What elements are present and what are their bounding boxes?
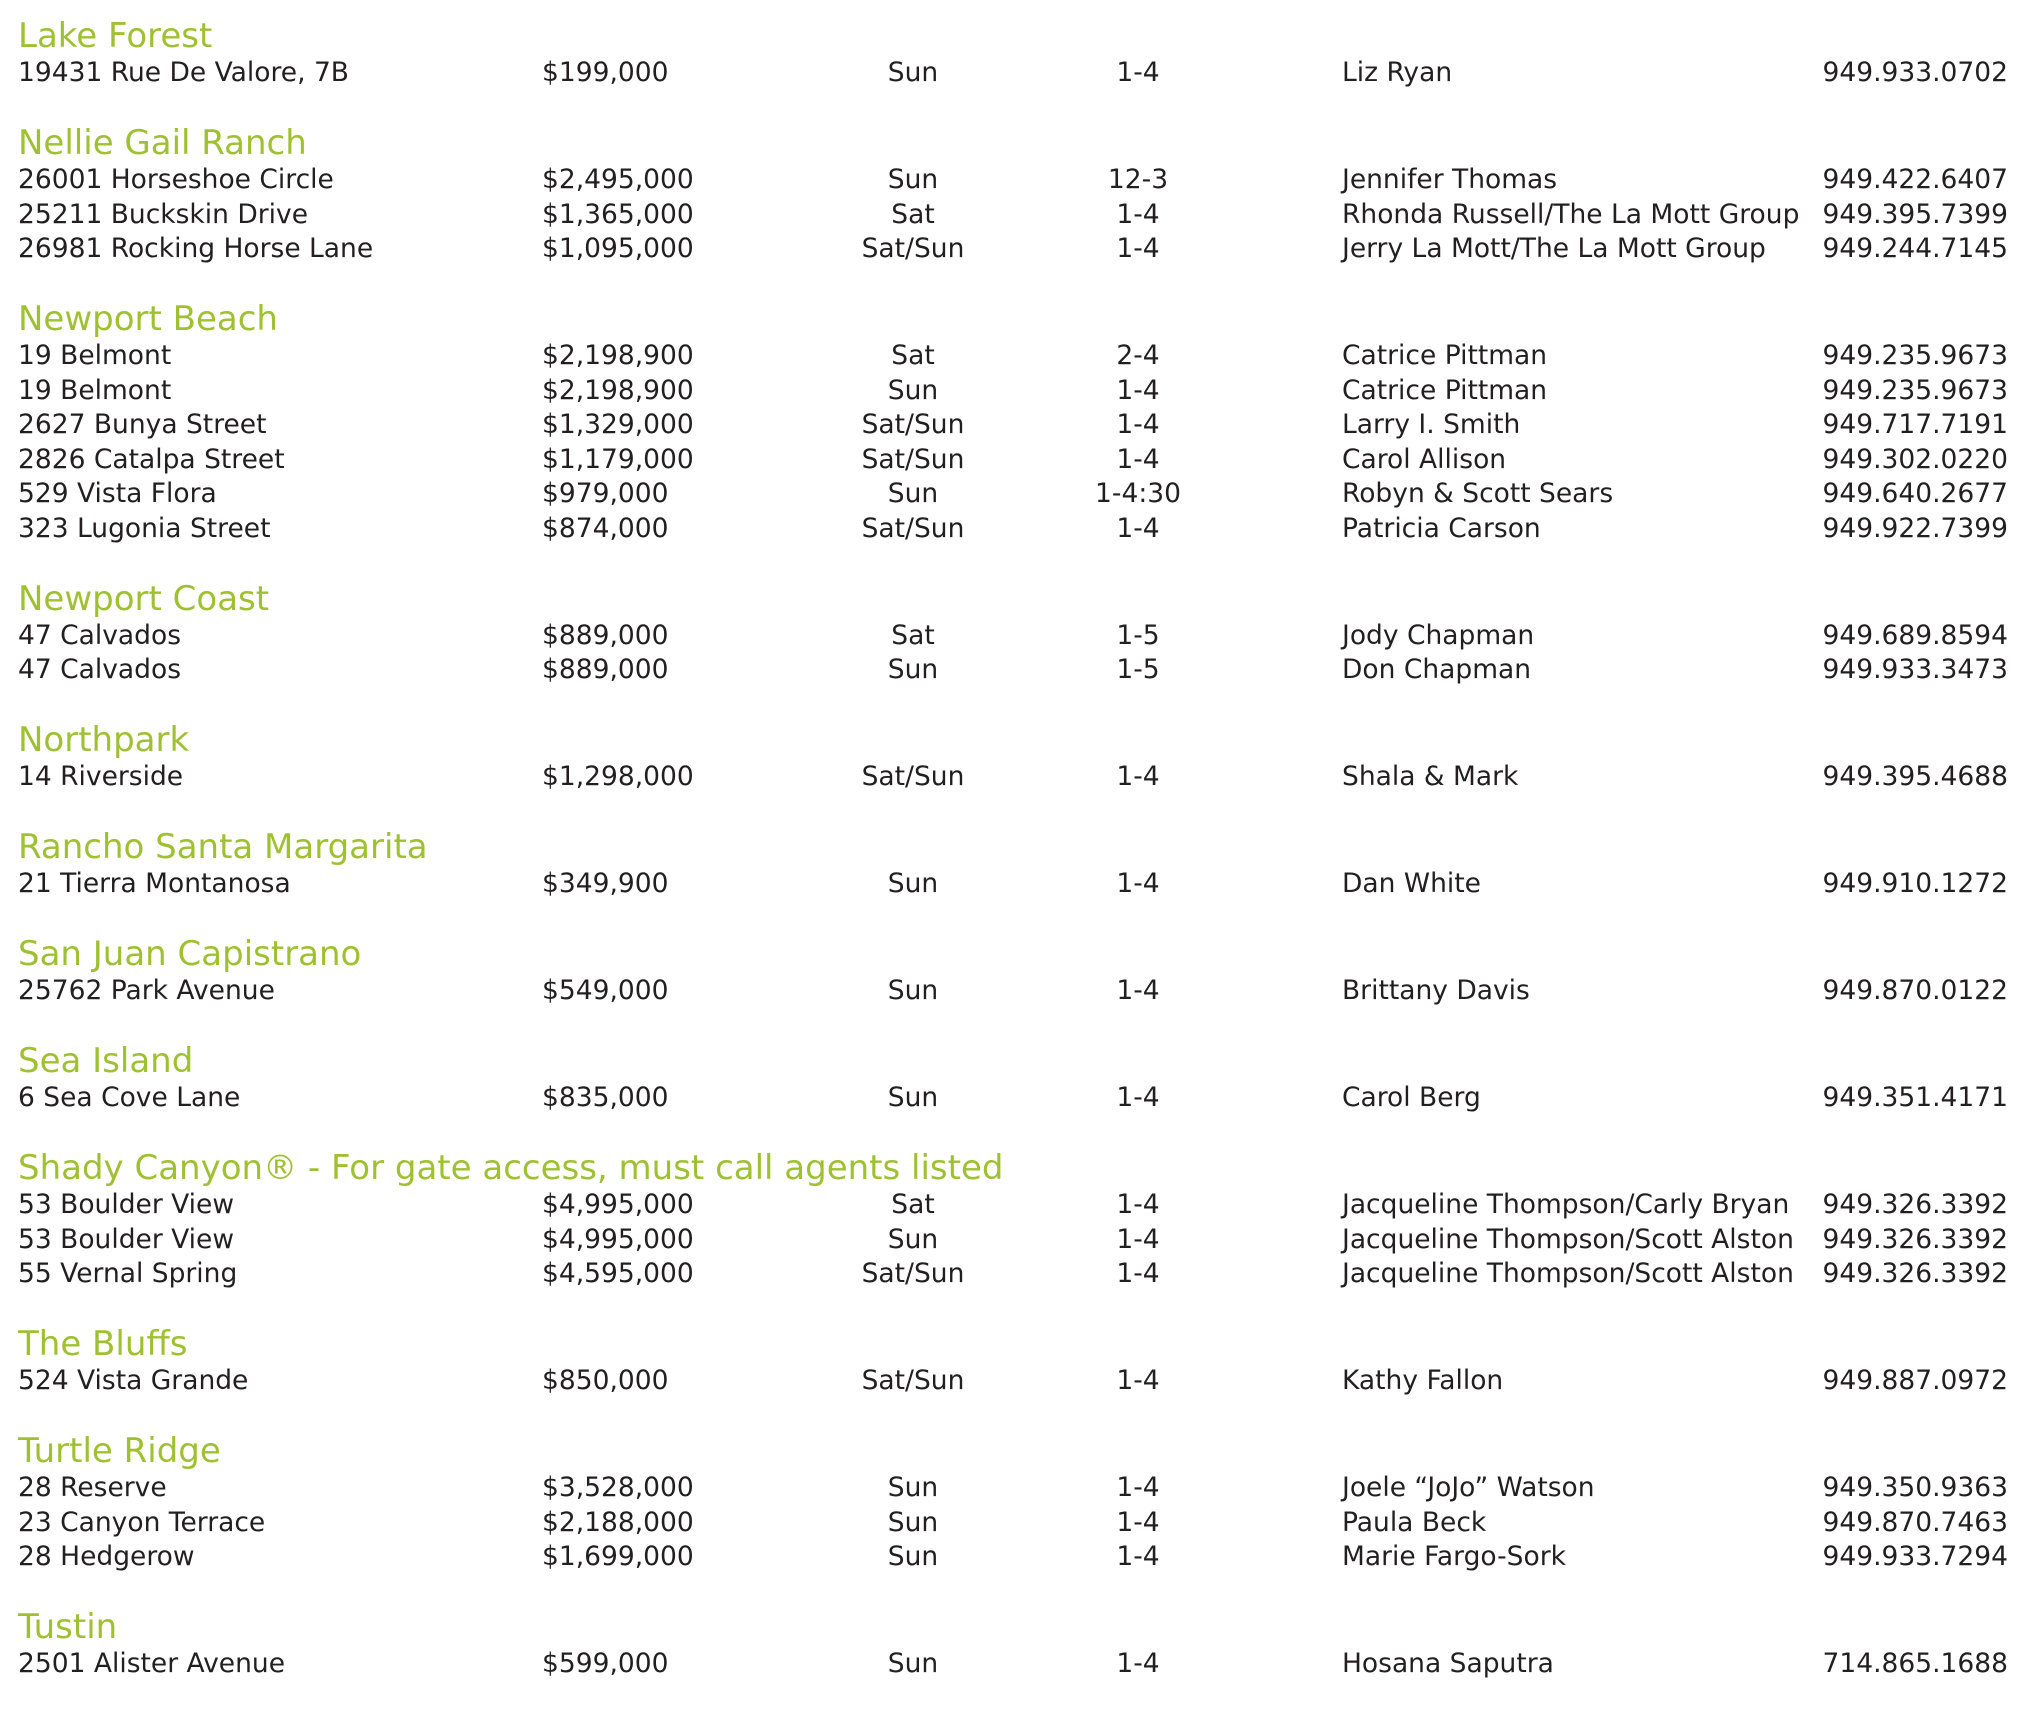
- agent-cell: Jacqueline Thompson/Carly Bryan: [1342, 1189, 1790, 1220]
- listing-row: [18, 653, 2008, 688]
- day-cell: Sun: [887, 374, 939, 406]
- day-cell: Sat/Sun: [861, 761, 965, 792]
- day-cell: Sun: [887, 1223, 939, 1255]
- time-cell: 1-4: [1116, 1258, 1160, 1289]
- agent-cell: Liz Ryan: [1342, 57, 1453, 88]
- price-cell: $835,000: [542, 1082, 669, 1113]
- phone-cell: 949.910.1272: [1822, 868, 2008, 899]
- listing-row: [18, 1506, 2008, 1541]
- time-cell: 1-5: [1116, 619, 1160, 651]
- price-cell: $4,995,000: [542, 1223, 694, 1255]
- listing-row: [18, 477, 2008, 512]
- address-cell: 28 Reserve: [18, 1472, 167, 1503]
- listing-row: [18, 1647, 2008, 1682]
- time-cell: 1-4: [1116, 761, 1160, 792]
- phone-cell: 949.922.7399: [1822, 512, 2008, 544]
- phone-cell: 949.933.7294: [1822, 1541, 2008, 1572]
- price-cell: $874,000: [542, 512, 669, 544]
- agent-cell: Jacqueline Thompson/Scott Alston: [1342, 1258, 1794, 1289]
- phone-cell: 949.717.7191: [1822, 409, 2008, 440]
- price-cell: $1,298,000: [542, 761, 694, 792]
- price-cell: $2,188,000: [542, 1506, 694, 1538]
- agent-cell: Paula Beck: [1342, 1506, 1487, 1538]
- area-section: [18, 1431, 2008, 1575]
- area-title: Sea Island: [18, 1041, 194, 1081]
- listing-row: [18, 1364, 2008, 1399]
- phone-cell: 949.326.3392: [1822, 1189, 2008, 1220]
- listing-row: [18, 339, 2008, 374]
- phone-cell: 714.865.1688: [1822, 1648, 2008, 1679]
- address-cell: 53 Boulder View: [18, 1189, 235, 1220]
- area-section: [18, 579, 2008, 688]
- listing-row: [18, 408, 2008, 443]
- address-cell: 19431 Rue De Valore, 7B: [18, 57, 349, 88]
- agent-cell: Joele “JoJo” Watson: [1342, 1472, 1595, 1503]
- day-cell: Sun: [887, 975, 939, 1006]
- agent-cell: Robyn & Scott Sears: [1342, 478, 1614, 509]
- time-cell: 1-4: [1116, 1472, 1160, 1503]
- phone-cell: 949.395.4688: [1822, 761, 2008, 792]
- day-cell: Sun: [887, 1541, 939, 1572]
- time-cell: 1-4: [1116, 233, 1160, 264]
- price-cell: $979,000: [542, 478, 669, 509]
- phone-cell: 949.933.3473: [1822, 654, 2008, 685]
- day-cell: Sun: [887, 1082, 939, 1113]
- day-cell: Sun: [887, 868, 939, 899]
- agent-cell: Carol Berg: [1342, 1082, 1481, 1113]
- listing-row: [18, 760, 2008, 795]
- phone-cell: 949.244.7145: [1822, 233, 2008, 264]
- listing-row: [18, 1471, 2008, 1506]
- day-cell: Sat: [891, 198, 935, 230]
- time-cell: 1-4: [1116, 409, 1160, 440]
- area-section: [18, 1148, 2008, 1292]
- address-cell: 28 Hedgerow: [18, 1541, 195, 1572]
- phone-cell: 949.933.0702: [1822, 57, 2008, 88]
- day-cell: Sat/Sun: [861, 1258, 965, 1289]
- address-cell: 529 Vista Flora: [18, 478, 217, 509]
- day-cell: Sat: [891, 619, 935, 651]
- phone-cell: 949.870.7463: [1822, 1506, 2008, 1538]
- agent-cell: Marie Fargo-Sork: [1342, 1541, 1566, 1572]
- area-title: Newport Coast: [18, 578, 270, 619]
- address-cell: 25211 Buckskin Drive: [18, 198, 308, 230]
- day-cell: Sat/Sun: [861, 1365, 965, 1396]
- listing-row: [18, 443, 2008, 478]
- price-cell: $4,595,000: [542, 1258, 694, 1289]
- time-cell: 1-4: [1116, 975, 1160, 1006]
- time-cell: 1-4: [1116, 1506, 1160, 1538]
- area-title: Tustin: [18, 1607, 118, 1647]
- time-cell: 1-4: [1116, 868, 1160, 899]
- address-cell: 14 Riverside: [18, 761, 184, 792]
- time-cell: 12-3: [1107, 164, 1169, 195]
- day-cell: Sat: [891, 1189, 935, 1220]
- time-cell: 1-5: [1116, 654, 1160, 685]
- area-title: San Juan Capistrano: [18, 934, 362, 974]
- price-cell: $889,000: [542, 654, 669, 685]
- price-cell: $4,995,000: [542, 1189, 694, 1220]
- phone-cell: 949.235.9673: [1822, 340, 2008, 371]
- area-section: [18, 720, 2008, 795]
- agent-cell: Brittany Davis: [1342, 975, 1530, 1006]
- address-cell: 21 Tierra Montanosa: [18, 868, 291, 899]
- listing-row: [18, 1188, 2008, 1223]
- area-section: [18, 827, 2008, 902]
- day-cell: Sun: [887, 1472, 939, 1503]
- area-title: Nellie Gail Ranch: [18, 123, 307, 163]
- open-house-listing: [18, 16, 2008, 1714]
- area-title: Turtle Ridge: [18, 1431, 221, 1471]
- listing-row: [18, 232, 2008, 267]
- agent-cell: Catrice Pittman: [1342, 340, 1548, 371]
- day-cell: Sun: [887, 654, 939, 685]
- price-cell: $2,495,000: [542, 164, 694, 195]
- phone-cell: 949.235.9673: [1822, 374, 2008, 406]
- time-cell: 1-4: [1116, 1082, 1160, 1113]
- time-cell: 1-4:30: [1095, 478, 1181, 509]
- listing-row: [18, 512, 2008, 547]
- phone-cell: 949.870.0122: [1822, 975, 2008, 1006]
- price-cell: $1,095,000: [542, 233, 694, 264]
- agent-cell: Larry I. Smith: [1342, 409, 1521, 440]
- price-cell: $2,198,900: [542, 340, 694, 371]
- price-cell: $1,329,000: [542, 409, 694, 440]
- price-cell: $549,000: [542, 975, 669, 1006]
- address-cell: 2826 Catalpa Street: [18, 443, 285, 475]
- agent-cell: Jacqueline Thompson/Scott Alston: [1342, 1223, 1794, 1255]
- time-cell: 1-4: [1116, 443, 1160, 475]
- address-cell: 19 Belmont: [18, 374, 172, 406]
- agent-cell: Dan White: [1342, 868, 1481, 899]
- agent-cell: Hosana Saputra: [1342, 1648, 1554, 1679]
- phone-cell: 949.395.7399: [1822, 198, 2008, 230]
- time-cell: 2-4: [1116, 340, 1160, 371]
- listing-row: [18, 198, 2008, 233]
- area-title: Newport Beach: [18, 299, 278, 339]
- area-section: [18, 1041, 2008, 1116]
- area-section: [18, 299, 2008, 546]
- day-cell: Sat/Sun: [861, 443, 965, 475]
- price-cell: $2,198,900: [542, 374, 694, 406]
- listing-row: [18, 163, 2008, 198]
- agent-cell: Jennifer Thomas: [1342, 164, 1558, 195]
- address-cell: 25762 Park Avenue: [18, 975, 275, 1006]
- listing-row: [18, 1223, 2008, 1258]
- area-title: The Bluffs: [18, 1324, 188, 1364]
- phone-cell: 949.302.0220: [1822, 443, 2008, 475]
- address-cell: 47 Calvados: [18, 654, 182, 685]
- address-cell: 23 Canyon Terrace: [18, 1506, 266, 1538]
- day-cell: Sun: [887, 57, 939, 88]
- day-cell: Sun: [887, 1506, 939, 1538]
- listing-row: [18, 1081, 2008, 1116]
- agent-cell: Jody Chapman: [1342, 619, 1535, 651]
- listing-row: [18, 1257, 2008, 1292]
- address-cell: 26981 Rocking Horse Lane: [18, 233, 374, 264]
- phone-cell: 949.689.8594: [1822, 619, 2008, 651]
- day-cell: Sun: [887, 478, 939, 509]
- address-cell: 26001 Horseshoe Circle: [18, 164, 334, 195]
- phone-cell: 949.351.4171: [1822, 1082, 2008, 1113]
- agent-cell: Kathy Fallon: [1342, 1365, 1504, 1396]
- agent-cell: Shala & Mark: [1342, 761, 1519, 792]
- day-cell: Sun: [887, 1648, 939, 1679]
- listing-row: [18, 56, 2008, 91]
- address-cell: 19 Belmont: [18, 340, 172, 371]
- phone-cell: 949.326.3392: [1822, 1258, 2008, 1289]
- day-cell: Sat/Sun: [861, 233, 965, 264]
- address-cell: 53 Boulder View: [18, 1223, 235, 1255]
- agent-cell: Catrice Pittman: [1342, 374, 1548, 406]
- time-cell: 1-4: [1116, 374, 1160, 406]
- price-cell: $1,365,000: [542, 198, 694, 230]
- area-title: Lake Forest: [18, 16, 213, 56]
- address-cell: 524 Vista Grande: [18, 1365, 249, 1396]
- price-cell: $199,000: [542, 57, 669, 88]
- time-cell: 1-4: [1116, 1223, 1160, 1255]
- phone-cell: 949.350.9363: [1822, 1472, 2008, 1503]
- address-cell: 2627 Bunya Street: [18, 409, 267, 440]
- listing-row: [18, 974, 2008, 1009]
- time-cell: 1-4: [1116, 512, 1160, 544]
- address-cell: 323 Lugonia Street: [18, 512, 271, 544]
- price-cell: $3,528,000: [542, 1472, 694, 1503]
- phone-cell: 949.640.2677: [1822, 478, 2008, 509]
- agent-cell: Jerry La Mott/The La Mott Group: [1342, 233, 1766, 264]
- phone-cell: 949.422.6407: [1822, 164, 2008, 195]
- price-cell: $850,000: [542, 1365, 669, 1396]
- listing-row: [18, 867, 2008, 902]
- area-section: [18, 934, 2008, 1009]
- day-cell: Sat: [891, 340, 935, 371]
- price-cell: $1,179,000: [542, 443, 694, 475]
- area-section: [18, 16, 2008, 91]
- phone-cell: 949.326.3392: [1822, 1223, 2008, 1255]
- time-cell: 1-4: [1116, 57, 1160, 88]
- address-cell: 6 Sea Cove Lane: [18, 1082, 241, 1113]
- area-title: Rancho Santa Margarita: [18, 827, 428, 867]
- area-section: [18, 1607, 2008, 1682]
- listing-row: [18, 1540, 2008, 1575]
- price-cell: $1,699,000: [542, 1541, 694, 1572]
- agent-cell: Don Chapman: [1342, 654, 1532, 685]
- agent-cell: Patricia Carson: [1342, 512, 1541, 544]
- price-cell: $599,000: [542, 1648, 669, 1679]
- time-cell: 1-4: [1116, 1648, 1160, 1679]
- area-section: [18, 1324, 2008, 1399]
- day-cell: Sat/Sun: [861, 409, 965, 440]
- address-cell: 47 Calvados: [18, 619, 182, 651]
- phone-cell: 949.887.0972: [1822, 1365, 2008, 1396]
- agent-cell: Rhonda Russell/The La Mott Group: [1342, 198, 1800, 230]
- time-cell: 1-4: [1116, 1189, 1160, 1220]
- time-cell: 1-4: [1116, 1365, 1160, 1396]
- price-cell: $349,900: [542, 868, 669, 899]
- agent-cell: Carol Allison: [1342, 443, 1507, 475]
- area-section: [18, 123, 2008, 267]
- address-cell: 2501 Alister Avenue: [18, 1648, 285, 1679]
- address-cell: 55 Vernal Spring: [18, 1258, 238, 1289]
- listing-row: [18, 374, 2008, 409]
- price-cell: $889,000: [542, 619, 669, 651]
- area-title: Shady Canyon® - For gate access, must call agents listed: [18, 1148, 1004, 1188]
- time-cell: 1-4: [1116, 198, 1160, 230]
- listing-row: [18, 619, 2008, 654]
- time-cell: 1-4: [1116, 1541, 1160, 1572]
- area-title: Northpark: [18, 720, 190, 760]
- day-cell: Sun: [887, 164, 939, 195]
- day-cell: Sat/Sun: [861, 512, 965, 544]
